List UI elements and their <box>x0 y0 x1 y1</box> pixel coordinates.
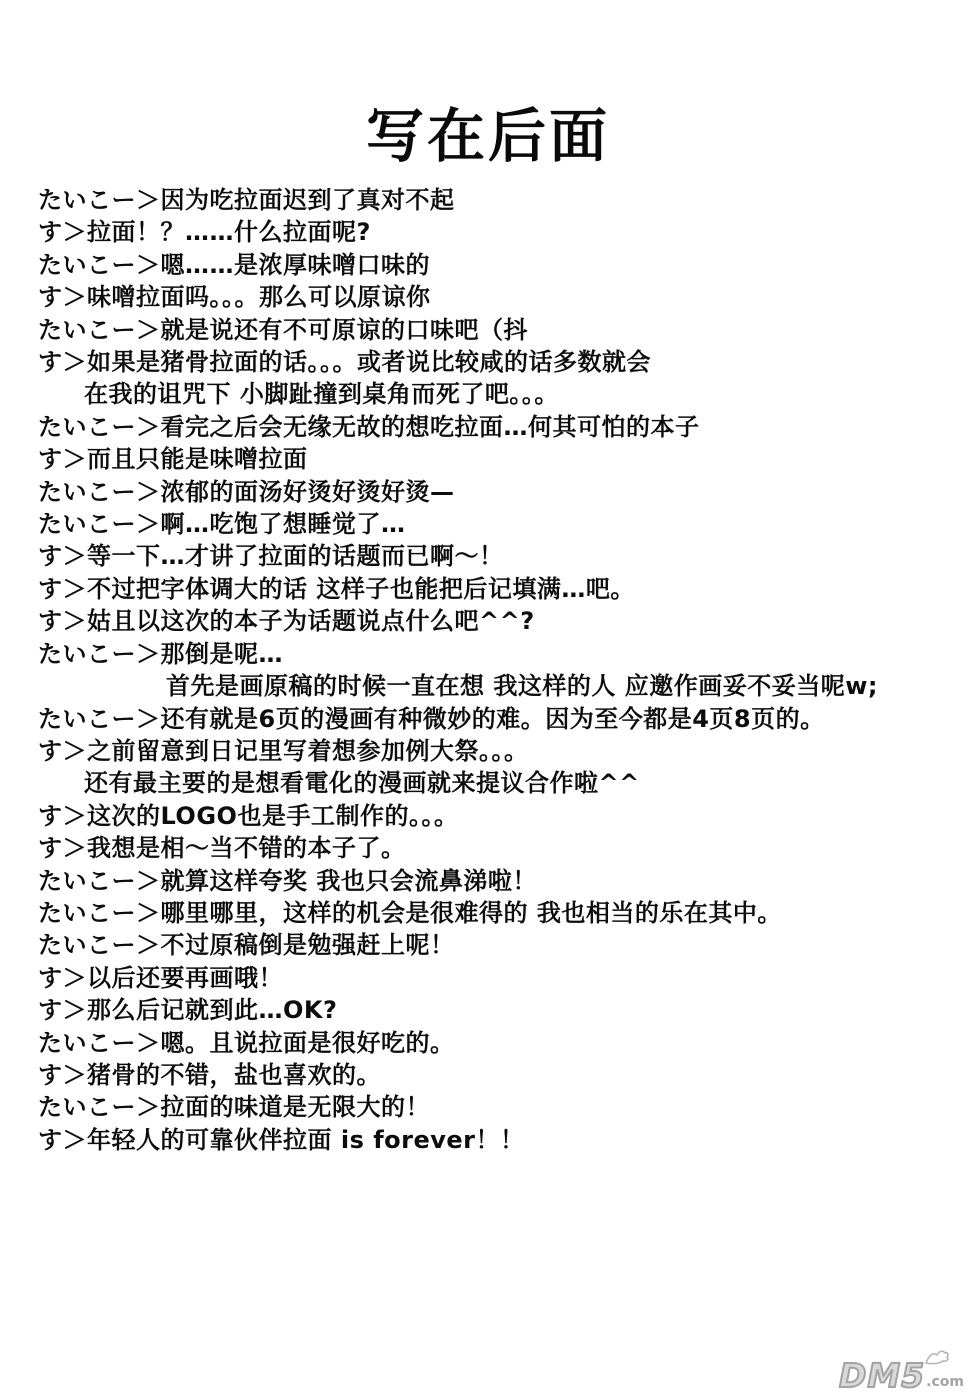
dialogue-line: たいこー＞哪里哪里，这样的机会是很难得的 我也相当的乐在其中。 <box>38 898 782 927</box>
dialogue-line: す＞而且只能是味噌拉面 <box>38 445 308 474</box>
dialogue-line: たいこー＞就算这样夸奖 我也只会流鼻涕啦！ <box>38 866 537 895</box>
dialogue-line: たいこー＞就是说还有不可原谅的口味吧（抖 <box>38 315 528 344</box>
dialogue-line-continuation: 首先是画原稿的时候一直在想 我这样的人 应邀作画妥不妥当呢w; <box>166 672 878 701</box>
dialogue-line: す＞这次的LOGO也是手工制作的。。。 <box>38 801 459 830</box>
afterword-dialogue <box>38 184 958 1156</box>
dialogue-line: たいこー＞嗯……是浓厚味噌口味的 <box>38 250 430 279</box>
dialogue-line: す＞如果是猪骨拉面的话。。。或者说比较咸的话多数就会 <box>38 348 651 377</box>
dialogue-line-continuation: 还有最主要的是想看電化的漫画就来提议合作啦^^ <box>84 769 640 798</box>
dialogue-line: す＞猪骨的不错，盐也喜欢的。 <box>38 1060 381 1089</box>
dialogue-line: す＞之前留意到日记里写着想参加例大祭。。。 <box>38 736 529 765</box>
dialogue-line: たいこー＞因为吃拉面迟到了真对不起 <box>38 186 455 214</box>
dialogue-line: たいこー＞浓郁的面汤好烫好烫好烫— <box>38 477 455 506</box>
dm5-watermark <box>838 1356 964 1395</box>
dialogue-line: す＞年轻人的可靠伙伴拉面 is forever！！ <box>38 1125 525 1154</box>
dialogue-line: す＞不过把字体调大的话 这样子也能把后记填满…吧。 <box>38 574 635 603</box>
dialogue-line: す＞我想是相～当不错的本子了。 <box>38 834 406 863</box>
dialogue-line: たいこー＞还有就是6页的漫画有种微妙的难。因为至今都是4页8页的。 <box>38 704 825 733</box>
dialogue-line: す＞拉面！？……什么拉面呢? <box>38 218 371 247</box>
dialogue-line: す＞姑且以这次的本子为话题说点什么吧^^? <box>38 607 535 636</box>
dialogue-line-continuation: 在我的诅咒下 小脚趾撞到桌角而死了吧。。。 <box>84 380 559 409</box>
dialogue-line: す＞等一下…才讲了拉面的话题而已啊～！ <box>38 542 504 571</box>
dialogue-line: す＞味噌拉面吗。。。那么可以原谅你 <box>38 283 431 312</box>
dialogue-line: たいこー＞嗯。且说拉面是很好吃的。 <box>38 1028 455 1057</box>
dm5-logo-text: DM5 <box>838 1356 926 1395</box>
dialogue-line: す＞那么后记就到此…OK? <box>38 996 338 1025</box>
dialogue-line: す＞以后还要再画哦！ <box>38 963 283 992</box>
dialogue-line: たいこー＞拉面的味道是无限大的！ <box>38 1093 430 1122</box>
page-title: 写在后面 <box>365 101 610 170</box>
dialogue-line: たいこー＞看完之后会无缘无故的想吃拉面…何其可怕的本子 <box>38 412 700 441</box>
dm5-mascot-icon <box>924 1349 950 1365</box>
dialogue-line: たいこー＞那倒是呢… <box>38 639 283 668</box>
dm5-logo-suffix: .com <box>926 1374 964 1390</box>
dialogue-line: たいこー＞不过原稿倒是勉强赶上呢！ <box>38 931 455 960</box>
dialogue-line: たいこー＞啊…吃饱了想睡觉了… <box>38 510 406 539</box>
